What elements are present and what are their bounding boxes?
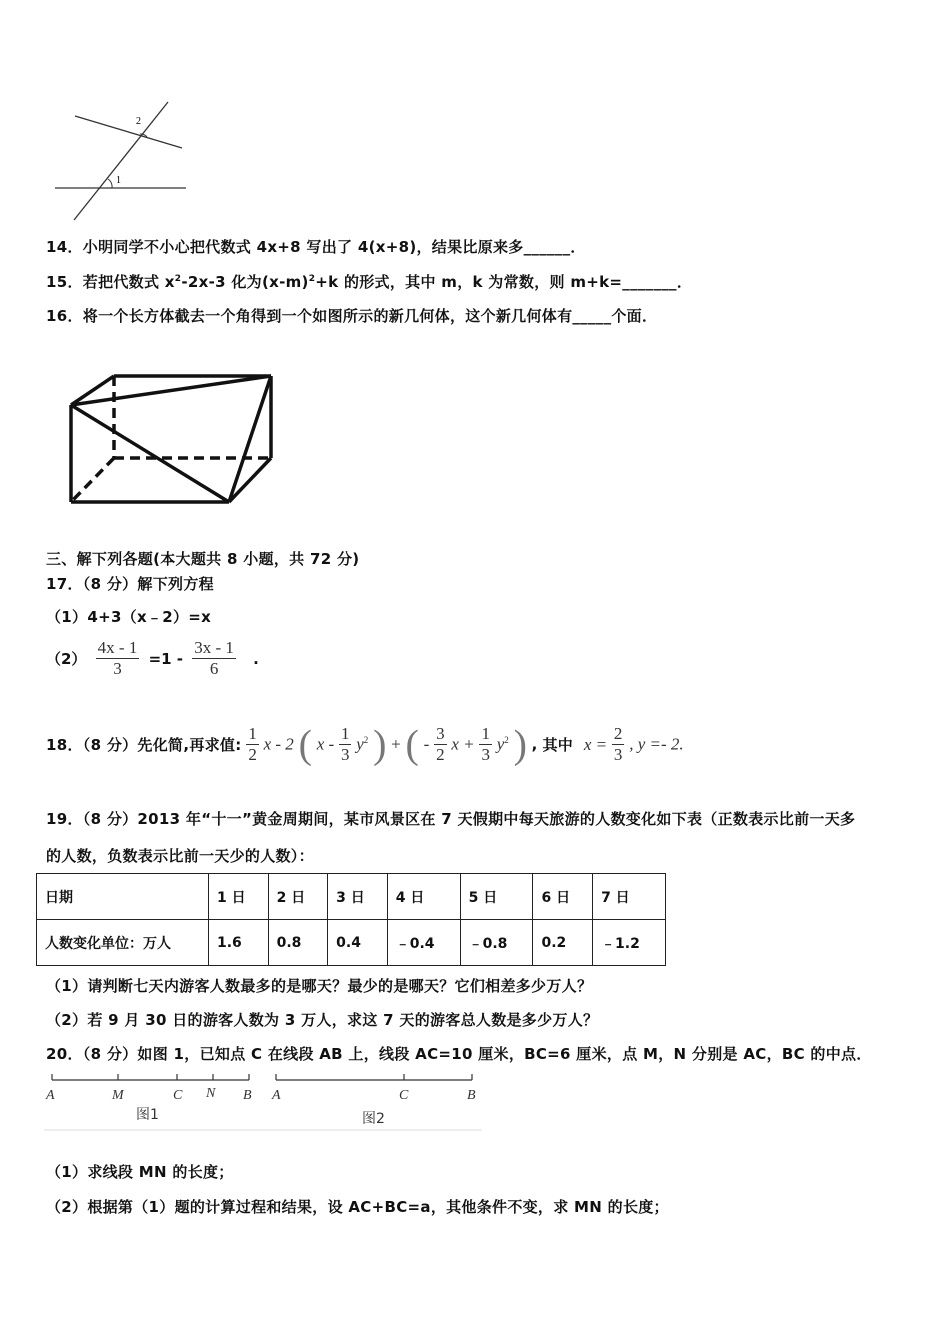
question-19-line2: 的人数，负数表示比前一天少的人数）：	[46, 847, 314, 865]
question-18	[46, 721, 684, 767]
q18-c-den2: 3	[481, 745, 490, 764]
table-cell: 0.4	[328, 920, 388, 966]
question-15	[46, 271, 692, 292]
q18-y-eq: , y =- 2.	[629, 734, 684, 754]
q17-mid: =1 -	[148, 649, 184, 668]
q18-frac-c2	[479, 724, 492, 765]
q18-frac-b	[339, 724, 352, 765]
table-cell: 2 日	[268, 874, 328, 920]
q18-b-den: 3	[340, 745, 350, 764]
table-cell: 0.2	[533, 920, 593, 966]
q15-text-c: +k 的形式，其中 m，k 为常数，则 m+k=_______．	[315, 273, 693, 291]
cuboid-figure	[66, 370, 278, 508]
q18-b-x: x -	[316, 734, 335, 754]
q18-c-x: x +	[451, 734, 475, 754]
q15-text-b: -2x-3 化为(x-m)	[181, 273, 309, 291]
q17-fraction-2	[192, 638, 236, 679]
question-20-part2: （2）根据第（1）题的计算过程和结果，设 AC+BC=a，其他条件不变，求 MN 的长度；	[46, 1198, 669, 1216]
fig2-label-b: B	[467, 1088, 476, 1103]
q17-frac2-den: 6	[209, 659, 219, 678]
q17-fraction-1	[96, 638, 140, 679]
angle-label-2: 2	[136, 116, 141, 127]
q18-frac-x	[612, 724, 625, 765]
q18-plus: +	[391, 734, 401, 754]
angle-label-1: 1	[116, 175, 121, 186]
q18-frac-a	[246, 724, 259, 765]
q18-where: 其中	[542, 736, 574, 754]
q18-b-y: y	[356, 734, 364, 754]
q18-paren-open-1: (	[298, 721, 312, 767]
q18-paren-close-2: )	[513, 721, 527, 767]
question-19-part2: （2）若 9 月 30 日的游客人数为 3 万人，求这 7 天的游客总人数是多少万人？	[46, 1011, 599, 1029]
fig1-label-m: M	[112, 1088, 124, 1103]
tourist-table	[36, 873, 666, 966]
question-20-part1: （1）求线段 MN 的长度；	[46, 1163, 234, 1181]
table-cell: ﹣1.2	[593, 920, 666, 966]
segment-figures	[44, 1070, 484, 1132]
fig1-label-b: B	[243, 1088, 252, 1103]
q17-end: .	[253, 649, 259, 668]
q18-x-den: 3	[613, 745, 623, 764]
q18-paren-close-1: )	[373, 721, 387, 767]
q18-a-x: x - 2	[263, 734, 294, 754]
q17-p2-label: （2）	[46, 650, 87, 668]
angle-figure	[50, 98, 195, 226]
table-cell: 6 日	[533, 874, 593, 920]
table-cell: 1 日	[209, 874, 269, 920]
question-17-part2	[46, 638, 259, 679]
fig1-label-n: N	[206, 1086, 216, 1101]
q15-sup: 2	[174, 274, 182, 284]
question-17-part1: （1）4+3（x﹣2）=x	[46, 608, 212, 626]
fig1-caption: 图1	[136, 1107, 159, 1123]
q18-a-den: 2	[248, 745, 257, 764]
q17-frac2-num: 3x - 1	[194, 638, 234, 657]
q18-a-num: 1	[248, 724, 257, 743]
question-16: 16．将一个长方体截去一个角得到一个如图所示的新几何体，这个新几何体有_____个面．	[46, 307, 658, 325]
table-cell: ﹣0.8	[460, 920, 533, 966]
q18-label: 18．（8 分）先化简,再求值:	[46, 736, 242, 754]
q18-b-sup: 2	[363, 735, 369, 745]
q18-c-minus: -	[423, 734, 430, 754]
question-20: 20．（8 分）如图 1，已知点 C 在线段 AB 上，线段 AC=10 厘米，BC=6 厘米，点 M，N 分别是 AC，BC 的中点．	[46, 1045, 872, 1063]
table-row	[37, 920, 666, 966]
table-cell: 人数变化单位：万人	[37, 920, 209, 966]
q18-x-num: 2	[613, 724, 623, 743]
q18-frac-c	[434, 724, 447, 765]
section-3-title: 三、解下列各题(本大题共 8 小题，共 72 分)	[46, 550, 360, 568]
q18-b-num: 1	[340, 724, 350, 743]
table-cell: 5 日	[460, 874, 533, 920]
q18-c-num2: 1	[481, 724, 490, 743]
q15-sup2: 2	[308, 274, 316, 284]
q17-frac1-den: 3	[113, 659, 122, 678]
q17-frac1-num: 4x - 1	[97, 638, 138, 657]
q15-text-a: 15．若把代数式 x	[46, 273, 175, 291]
q18-c-den: 2	[436, 745, 445, 764]
table-cell: 3 日	[328, 874, 388, 920]
fig1-label-a: A	[46, 1088, 55, 1103]
fig1-label-c: C	[173, 1088, 183, 1103]
table-cell: 4 日	[387, 874, 460, 920]
fig2-label-a: A	[272, 1088, 281, 1103]
table-cell: 日期	[37, 874, 209, 920]
question-17-title: 17．（8 分）解下列方程	[46, 575, 214, 593]
fig2-caption: 图2	[362, 1111, 385, 1127]
q18-c-sup: 2	[504, 735, 509, 745]
fig2-label-c: C	[399, 1088, 409, 1103]
q18-c-num: 3	[436, 724, 445, 743]
question-19-part1: （1）请判断七天内游客人数最多的是哪天？最少的是哪天？它们相差多少万人？	[46, 977, 593, 995]
q18-c-y: y	[496, 734, 505, 754]
q18-paren-open-2: (	[405, 721, 419, 767]
table-cell: ﹣0.4	[387, 920, 460, 966]
table-cell: 0.8	[268, 920, 328, 966]
q18-x-eq: x =	[583, 734, 608, 754]
table-cell: 1.6	[209, 920, 269, 966]
q18-comma: ,	[531, 735, 538, 754]
question-14: 14．小明同学不小心把代数式 4x+8 写出了 4(x+8)，结果比原来多______．	[46, 238, 586, 256]
question-19-line1: 19．（8 分）2013 年“十一”黄金周期间，某市风景区在 7 天假期中每天旅游的人数变化如下表（正数表示比前一天多	[46, 810, 856, 828]
table-header-row	[37, 874, 666, 920]
table-cell: 7 日	[593, 874, 666, 920]
